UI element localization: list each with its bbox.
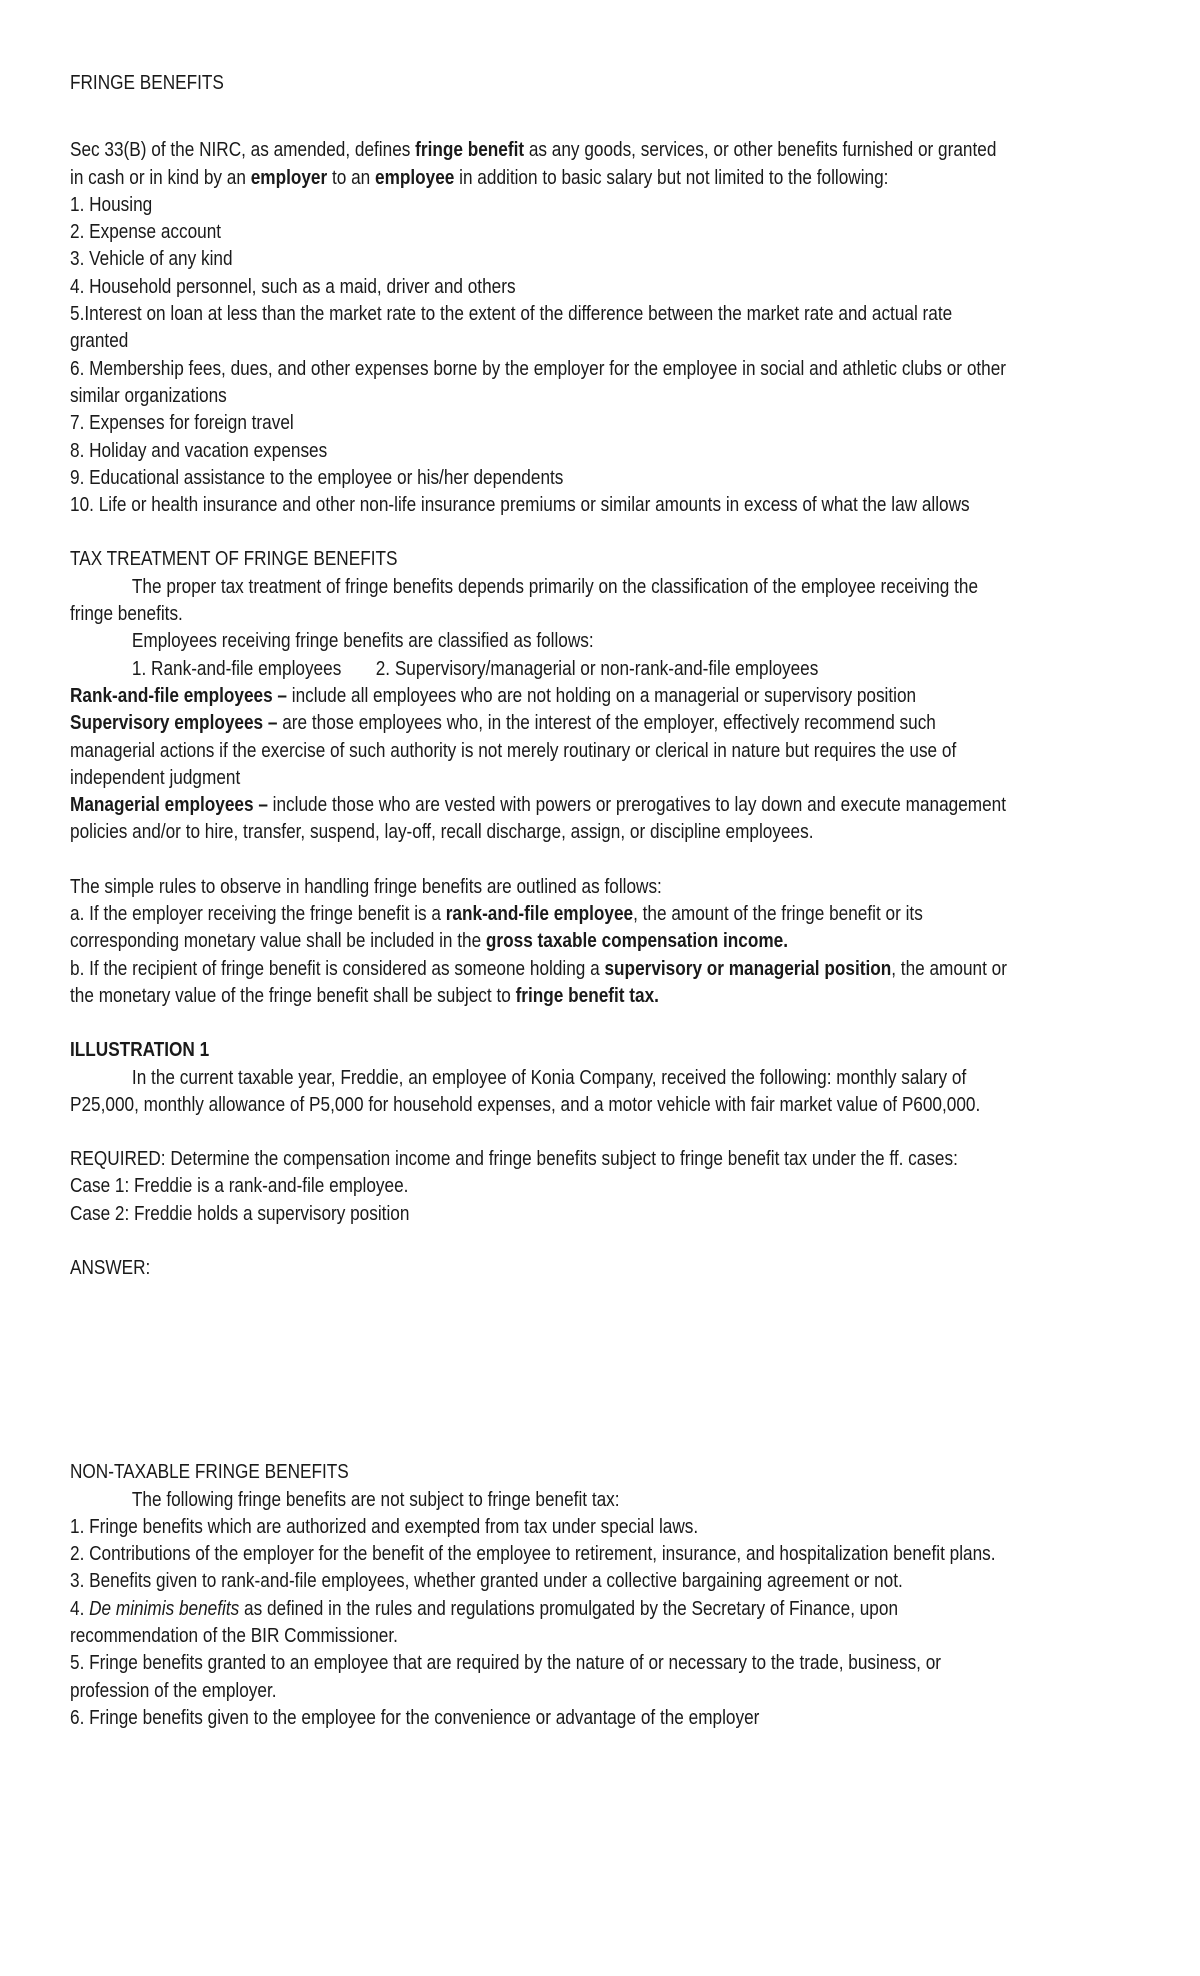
list-item: 3. Benefits given to rank-and-file employees, whether granted under a collective bargaining agreement or not. (70, 1570, 903, 1593)
page-title: FRINGE BENEFITS (70, 72, 224, 94)
benefit-list (70, 192, 1140, 520)
rule-b-line-2: the monetary value of the fringe benefit shall be subject to fringe benefit tax. (70, 984, 659, 1007)
paragraph-line: The proper tax treatment of fringe benefits depends primarily on the classification of the employee receiving the (131, 575, 979, 598)
rank-and-file-definition: Rank-and-file employees – include all employees who are not holding on a managerial or supervisory position (70, 684, 917, 707)
list-item: 5.Interest on loan at less than the market rate to the extent of the difference between the market rate and actual rate (70, 303, 953, 326)
paragraph-line: The following fringe benefits are not subject to fringe benefit tax: (131, 1488, 620, 1511)
list-item: 4. De minimis benefits as defined in the rules and regulations promulgated by the Secretary of Finance, upon (70, 1597, 899, 1620)
list-item: 10. Life or health insurance and other non-life insurance premiums or similar amounts in excess of what the law allows (70, 494, 970, 517)
case-line: Case 2: Freddie holds a supervisory position (70, 1202, 410, 1225)
classification-line: 1. Rank-and-file employees 2. Supervisory/managerial or non-rank-and-file employees (131, 657, 819, 680)
paragraph-line: The simple rules to observe in handling fringe benefits are outlined as follows: (70, 875, 662, 898)
managerial-definition: Managerial employees – include those who are vested with powers or prerogatives to lay down and execute management (70, 794, 1007, 817)
intro-line-1: Sec 33(B) of the NIRC, as amended, defines fringe benefit as any goods, services, or other benefits furnished or granted (70, 139, 997, 162)
list-item: 5. Fringe benefits granted to an employee that are required by the nature of or necessary to the trade, business, or (70, 1652, 942, 1675)
section-heading: TAX TREATMENT OF FRINGE BENEFITS (70, 548, 398, 571)
rules-section (70, 874, 1140, 1010)
answer-label: ANSWER: (70, 1256, 151, 1279)
non-taxable-section (70, 1459, 1140, 1732)
list-item: 9. Educational assistance to the employee or his/her dependents (70, 466, 564, 489)
intro-line-2: in cash or in kind by an employer to an employee in addition to basic salary but not limited to the following: (70, 166, 889, 189)
paragraph-line: fringe benefits. (70, 603, 183, 626)
list-item: 6. Fringe benefits given to the employee for the convenience or advantage of the employer (70, 1706, 760, 1729)
list-item: 1. Housing (70, 193, 153, 216)
tax-treatment-section (70, 546, 1140, 846)
rule-a-line-1: a. If the employer receiving the fringe benefit is a rank-and-file employee, the amount of the fringe benefit or its (70, 903, 923, 926)
illustration-section (70, 1037, 1140, 1282)
case-line: Case 1: Freddie is a rank-and-file employee. (70, 1175, 409, 1198)
required-line: REQUIRED: Determine the compensation income and fringe benefits subject to fringe benefit tax under the ff. cases: (70, 1148, 958, 1171)
paragraph-line: managerial actions if the exercise of such authority is not merely routinary or clerical in nature but requires the use of (70, 739, 957, 762)
list-item: 8. Holiday and vacation expenses (70, 439, 328, 462)
section-heading: NON-TAXABLE FRINGE BENEFITS (70, 1461, 349, 1484)
supervisory-definition: Supervisory employees – are those employees who, in the interest of the employer, effectively recommend such (70, 712, 936, 735)
paragraph-line: P25,000, monthly allowance of P5,000 for household expenses, and a motor vehicle with fair market value of P600,000. (70, 1093, 981, 1116)
list-item: granted (70, 330, 129, 353)
list-item: 4. Household personnel, such as a maid, driver and others (70, 275, 516, 298)
list-item: 6. Membership fees, dues, and other expenses borne by the employer for the employee in social and athletic clubs or other (70, 357, 1007, 380)
section-heading: ILLUSTRATION 1 (70, 1039, 210, 1062)
rule-a-line-2: corresponding monetary value shall be included in the gross taxable compensation income. (70, 930, 788, 953)
intro-paragraph (70, 137, 1140, 192)
list-item: 1. Fringe benefits which are authorized and exempted from tax under special laws. (70, 1515, 699, 1538)
list-item-continuation: recommendation of the BIR Commissioner. (70, 1625, 398, 1648)
list-item: 2. Contributions of the employer for the benefit of the employee to retirement, insurance, and hospitalization benefit plans. (70, 1543, 996, 1566)
list-item: similar organizations (70, 384, 227, 407)
list-item: 2. Expense account (70, 221, 222, 244)
document-page (70, 70, 1140, 1732)
list-item: 7. Expenses for foreign travel (70, 412, 294, 435)
paragraph-line: Employees receiving fringe benefits are classified as follows: (131, 630, 594, 653)
paragraph-line: In the current taxable year, Freddie, an employee of Konia Company, received the following: monthly salary of (131, 1066, 967, 1089)
paragraph-line: policies and/or to hire, transfer, suspend, lay-off, recall discharge, assign, or discipline employees. (70, 821, 814, 844)
list-item-continuation: profession of the employer. (70, 1679, 277, 1702)
list-item: 3. Vehicle of any kind (70, 248, 233, 271)
paragraph-line: independent judgment (70, 766, 241, 789)
rule-b-line-1: b. If the recipient of fringe benefit is considered as someone holding a supervisory or managerial position, the amount or (70, 957, 1007, 980)
